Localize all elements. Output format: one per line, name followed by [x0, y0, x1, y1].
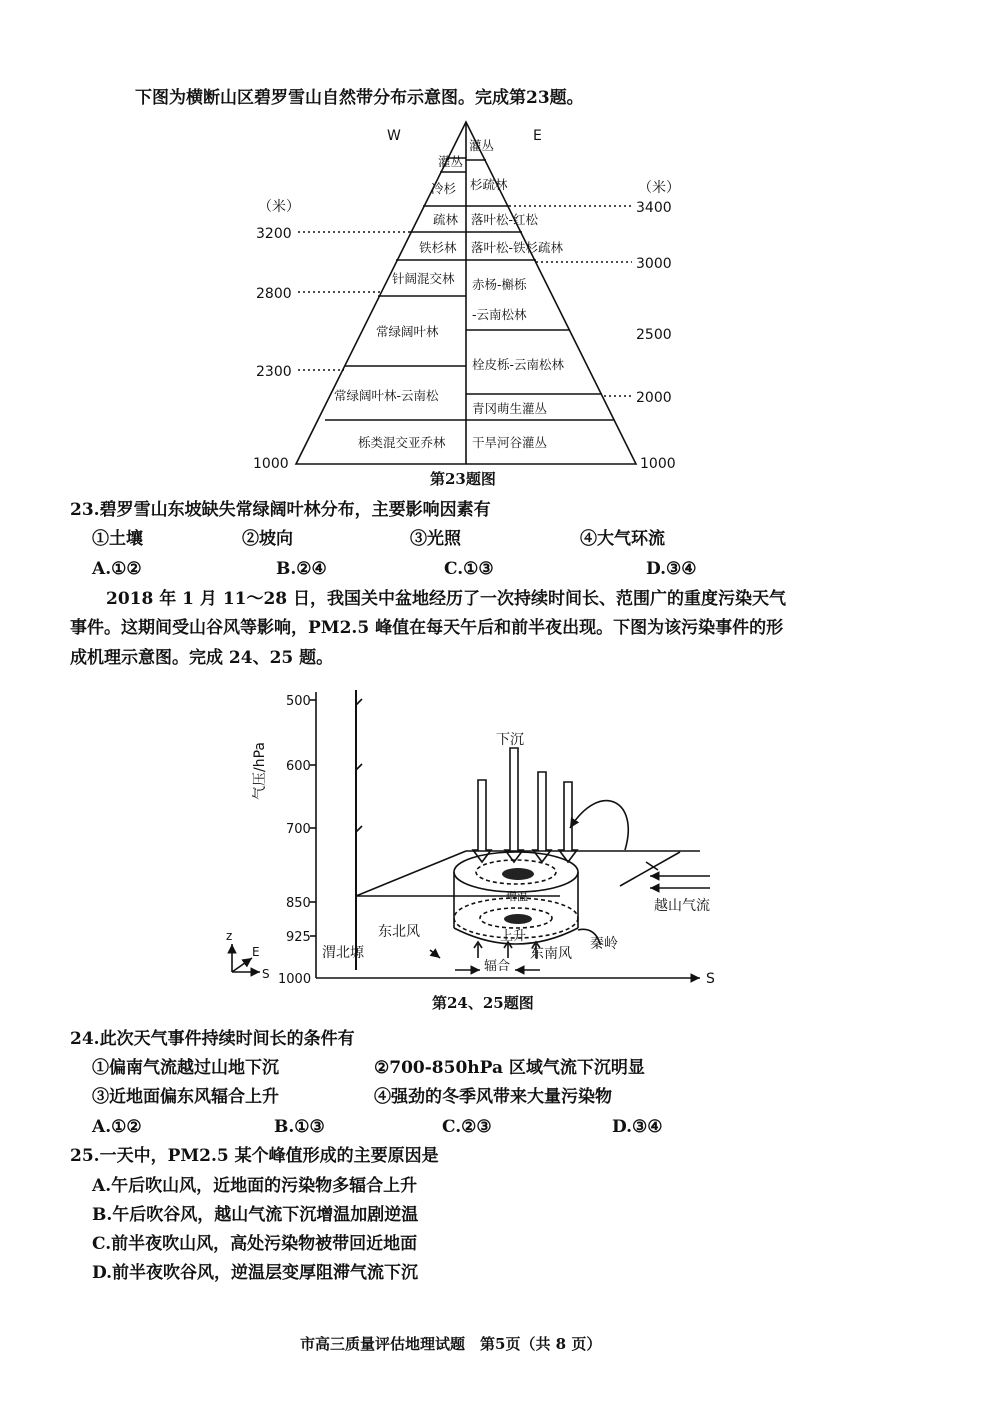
q23-option-a: A.①② — [92, 559, 142, 579]
left-tick-3200: 3200 — [256, 226, 292, 242]
page-footer: 市高三质量评估地理试题 第5页（共 8 页） — [300, 1335, 602, 1353]
label-warm: 增温 — [506, 890, 528, 903]
west-zone-3: 疏林 — [433, 212, 459, 227]
q25-option-b: B.午后吹谷风，越山气流下沉增温加剧逆温 — [92, 1205, 419, 1225]
left-tick-1000: 1000 — [253, 456, 289, 472]
q24-option-a: A.①② — [92, 1117, 142, 1137]
west-zone-6: 常绿阔叶林 — [376, 324, 439, 339]
axis-e: E — [252, 945, 260, 959]
east-zone-6: -云南松林 — [472, 307, 527, 322]
right-tick-1000: 1000 — [640, 456, 676, 472]
label-rise: 上升 — [500, 929, 527, 944]
q23-option-b: B.②④ — [276, 559, 327, 579]
q25-stem: 25.一天中，PM2.5 某个峰值形成的主要原因是 — [70, 1146, 439, 1166]
label-weibei: 渭北塬 — [322, 945, 364, 961]
east-zone-5: 赤杨-槲栎 — [472, 277, 527, 292]
figure-24-25-diagram — [0, 678, 992, 1018]
west-zone-1: 灌丛 — [438, 154, 464, 169]
q23-stem: 23.碧罗雪山东坡缺失常绿阔叶林分布，主要影响因素有 — [70, 500, 491, 520]
left-tick-2800: 2800 — [256, 286, 292, 302]
label-se-wind: 东南风 — [530, 946, 572, 962]
east-zone-2: 杉疏林 — [470, 177, 508, 192]
y-tick-1000: 1000 — [278, 972, 312, 987]
figure-24-25-caption: 第24、25题图 — [432, 994, 534, 1012]
q2425-intro-line-1: 2018 年 1 月 11～28 日，我国关中盆地经历了一次持续时间长、范围广的重度污染天气 — [106, 589, 787, 609]
q23-option-c: C.①③ — [444, 559, 494, 579]
east-zone-4: 落叶松-铁杉疏林 — [471, 240, 564, 255]
right-tick-2500: 2500 — [636, 327, 672, 343]
q24-item-1: ①偏南气流越过山地下沉 — [92, 1058, 279, 1078]
q2425-intro-line-3: 成机理示意图。完成 24、25 题。 — [70, 648, 334, 668]
east-zone-9: 干旱河谷灌丛 — [472, 435, 548, 450]
unit-right: （米） — [638, 180, 680, 196]
y-axis-label: 气压/hPa — [252, 742, 268, 800]
q23-option-d: D.③④ — [646, 559, 697, 579]
label-over-mountain: 越山气流 — [654, 898, 710, 914]
right-tick-3400: 3400 — [636, 200, 672, 216]
west-zone-2: 冷杉 — [431, 181, 457, 196]
q23-intro: 下图为横断山区碧罗雪山自然带分布示意图。完成第23题。 — [135, 88, 584, 108]
east-zone-7: 栓皮栎-云南松林 — [472, 357, 565, 372]
axis-z: z — [226, 929, 233, 943]
west-zone-8: 栎类混交亚乔林 — [358, 435, 446, 450]
q25-option-c: C.前半夜吹山风，高处污染物被带回近地面 — [92, 1234, 418, 1254]
right-tick-2000: 2000 — [636, 390, 672, 406]
q23-item-4: ④大气环流 — [580, 529, 665, 549]
east-zone-3: 落叶松-红松 — [471, 212, 539, 227]
east-zone-1: 灌丛 — [469, 138, 495, 153]
west-zone-4: 铁杉林 — [419, 240, 457, 255]
left-tick-2300: 2300 — [256, 364, 292, 380]
unit-left: （米） — [258, 199, 300, 215]
y-tick-850: 850 — [286, 896, 311, 911]
y-tick-700: 700 — [286, 822, 311, 837]
label-qinling: 秦岭 — [590, 936, 618, 952]
label-e: E — [533, 128, 542, 144]
figure-23-caption: 第23题图 — [430, 470, 496, 488]
label-converge: 辐合 — [484, 959, 511, 974]
y-tick-600: 600 — [286, 759, 311, 774]
label-ne-wind: 东北风 — [378, 924, 420, 940]
label-sink: 下沉 — [496, 732, 524, 748]
q23-item-1: ①土壤 — [92, 529, 143, 549]
y-tick-925: 925 — [286, 930, 311, 945]
axis-s: S — [706, 971, 715, 987]
right-tick-3000: 3000 — [636, 256, 672, 272]
axis-s-small: S — [262, 967, 270, 981]
q23-item-2: ②坡向 — [242, 529, 293, 549]
east-zone-8: 青冈萌生灌丛 — [472, 401, 548, 416]
q24-option-c: C.②③ — [442, 1117, 492, 1137]
label-w: W — [387, 128, 401, 144]
q24-item-2: ②700-850hPa 区域气流下沉明显 — [374, 1058, 645, 1078]
q24-option-b: B.①③ — [274, 1117, 325, 1137]
q24-item-4: ④强劲的冬季风带来大量污染物 — [374, 1087, 612, 1107]
west-zone-5: 针阔混交林 — [392, 271, 455, 286]
q25-option-d: D.前半夜吹谷风，逆温层变厚阻滞气流下沉 — [92, 1263, 419, 1283]
west-zone-7: 常绿阔叶林-云南松 — [334, 388, 439, 403]
y-tick-500: 500 — [286, 694, 311, 709]
q25-option-a: A.午后吹山风，近地面的污染物多辐合上升 — [92, 1176, 418, 1196]
q24-item-3: ③近地面偏东风辐合上升 — [92, 1087, 279, 1107]
q2425-intro-line-2: 事件。这期间受山谷风等影响，PM2.5 峰值在每天午后和前半夜出现。下图为该污染事件的形 — [70, 618, 784, 638]
q24-stem: 24.此次天气事件持续时间长的条件有 — [70, 1029, 355, 1049]
q24-option-d: D.③④ — [612, 1117, 663, 1137]
figure-23-pyramid — [0, 110, 992, 610]
q23-item-3: ③光照 — [410, 529, 461, 549]
